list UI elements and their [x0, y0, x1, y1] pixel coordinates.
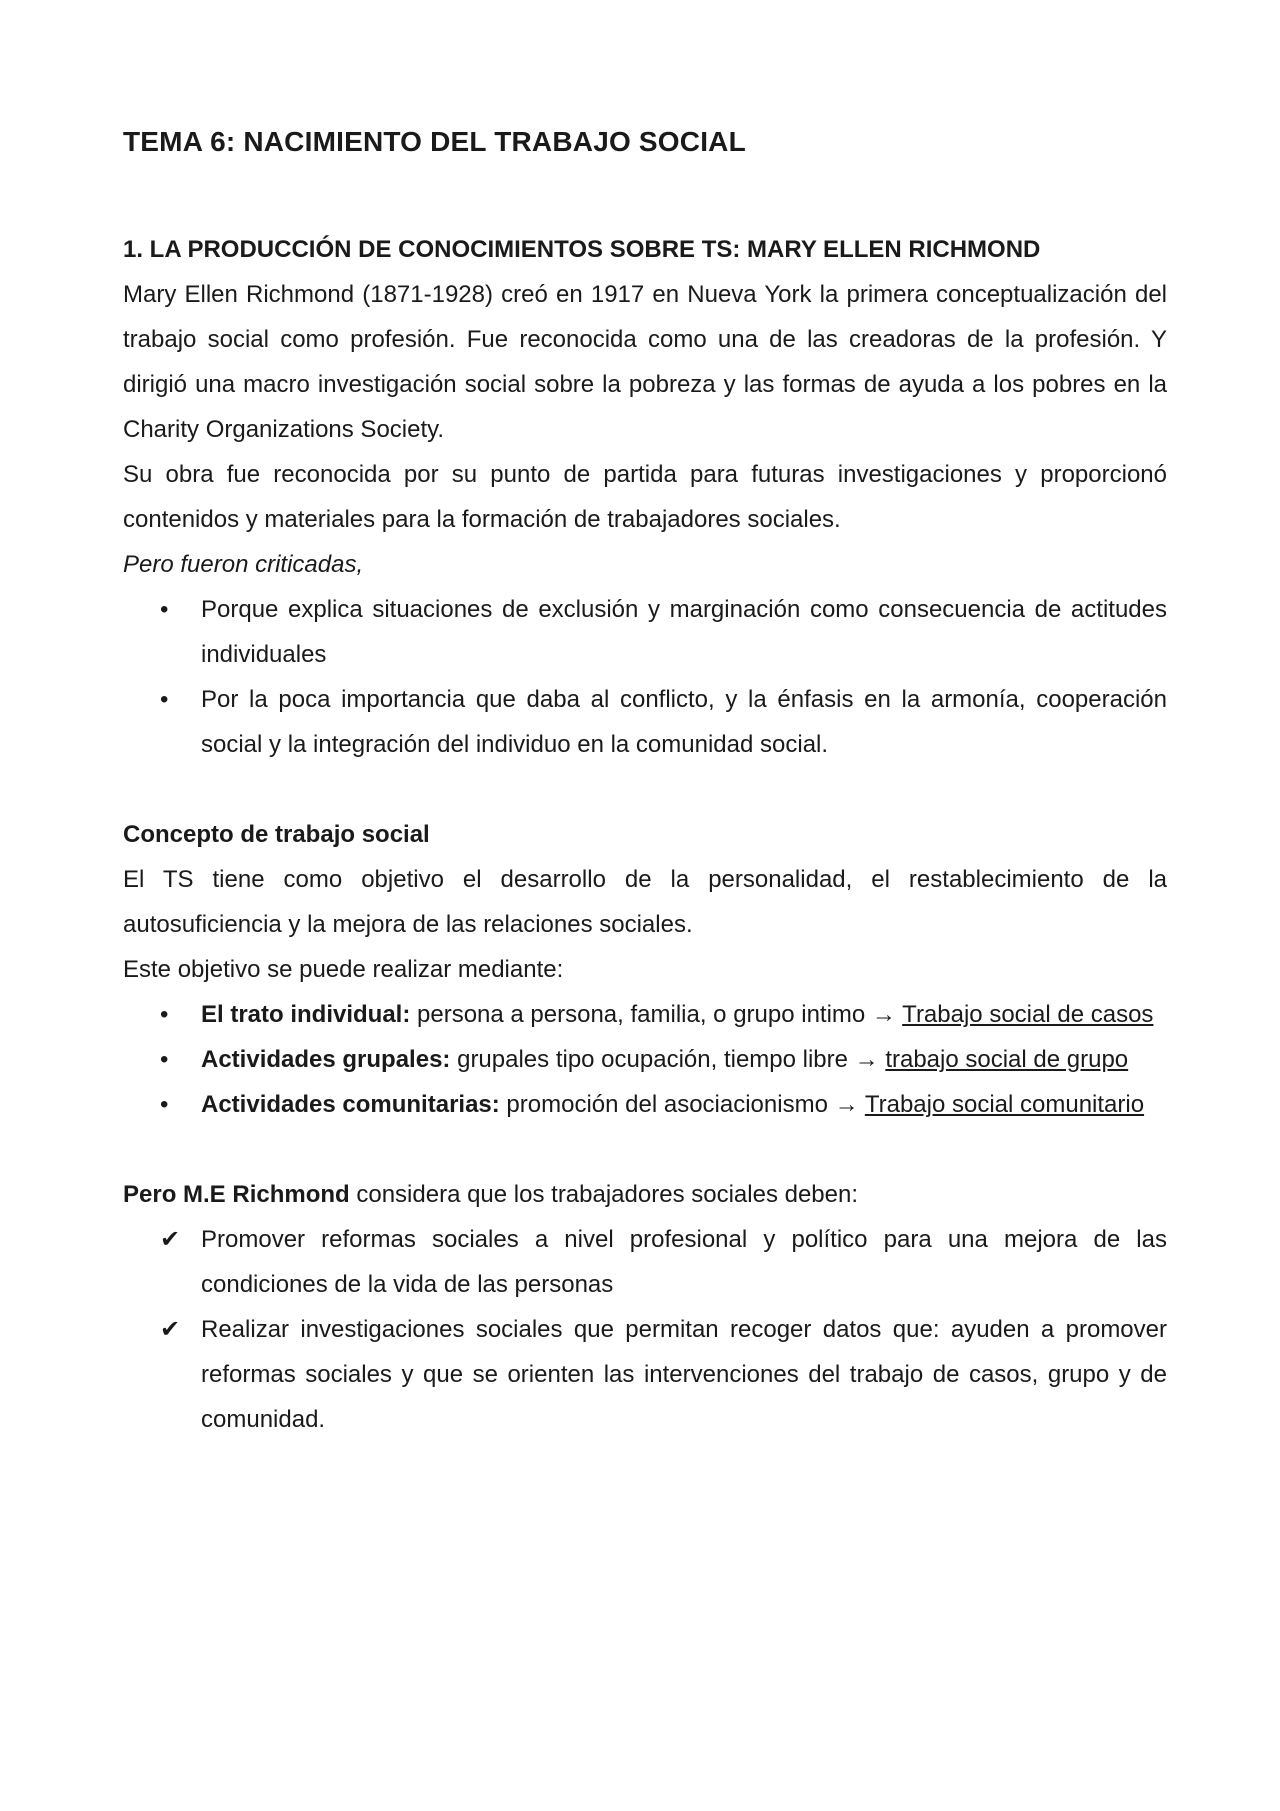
paragraph-richmond-duties [123, 1172, 1167, 1217]
document-page [123, 118, 1167, 1442]
spacer [123, 1127, 1167, 1172]
list-item-text: Por la poca importancia que daba al conflicto, y la énfasis en la armonía, cooperación social y la integración del individuo en la comunidad social. [201, 686, 1167, 758]
list-item-text: promoción del asociacionismo → [499, 1091, 865, 1118]
list-item [123, 992, 1167, 1037]
list-item-text: Porque explica situaciones de exclusión y marginación como consecuencia de actitudes individuales [201, 596, 1167, 668]
section-heading-richmond: 1. LA PRODUCCIÓN DE CONOCIMIENTOS SOBRE TS: MARY ELLEN RICHMOND [123, 236, 1041, 263]
list-item [123, 1307, 1167, 1442]
paragraph-richmond-work: Su obra fue reconocida por su punto de partida para futuras investigaciones y proporcionó contenidos y materiales para la formación de trabajadores sociales. [123, 461, 1167, 533]
list-item [123, 587, 1167, 677]
page-title: TEMA 6: NACIMIENTO DEL TRABAJO SOCIAL [123, 126, 746, 157]
list-item-text: Realizar investigaciones sociales que permitan recoger datos que: ayuden a promover reformas sociales y que se orienten las intervenciones del trabajo de casos, grupo y de comunidad. [201, 1316, 1167, 1433]
list-item-label: El trato individual: [201, 1001, 411, 1028]
list-item [123, 1037, 1167, 1082]
list-item-text: persona a persona, familia, o grupo intimo → [410, 1001, 903, 1028]
criticism-list [123, 587, 1167, 767]
list-item [123, 1082, 1167, 1127]
section-heading-concept: Concepto de trabajo social [123, 821, 430, 848]
list-item [123, 677, 1167, 767]
bullet-icon: • [160, 1001, 169, 1028]
criticism-intro: Pero fueron criticadas, [123, 551, 364, 578]
checkmark-icon: ✔ [160, 1226, 181, 1253]
bullet-icon: • [160, 1046, 169, 1073]
bullet-icon: • [160, 1091, 169, 1118]
list-item-link-text: trabajo social de grupo [885, 1046, 1129, 1073]
richmond-name: Pero M.E Richmond [123, 1181, 350, 1208]
duties-intro-text: considera que los trabajadores sociales deben: [349, 1181, 859, 1208]
bullet-icon: • [160, 686, 169, 713]
list-item-label: Actividades grupales: [201, 1046, 451, 1073]
list-item-link-text: Trabajo social comunitario [864, 1091, 1145, 1118]
list-item [123, 1217, 1167, 1307]
methods-list [123, 992, 1167, 1127]
paragraph-concept-objective: El TS tiene como objetivo el desarrollo de la personalidad, el restablecimiento de la autosuficiencia y la mejora de las relaciones sociales. [123, 866, 1167, 938]
checkmark-icon: ✔ [160, 1316, 181, 1343]
paragraph-richmond-intro: Mary Ellen Richmond (1871-1928) creó en 1917 en Nueva York la primera conceptualización del trabajo social como profesión. Fue reconocida como una de las creadoras de la profesión. Y dirigió una macro investigación social sobre la pobreza y las formas de ayuda a los pobres en la Charity Organizations Society. [123, 281, 1167, 443]
duties-list [123, 1217, 1167, 1442]
list-item-text: Promover reformas sociales a nivel profesional y político para una mejora de las condiciones de la vida de las personas [201, 1226, 1167, 1298]
spacer [123, 767, 1167, 812]
list-item-label: Actividades comunitarias: [201, 1091, 500, 1118]
bullet-icon: • [160, 596, 169, 623]
list-item-text: grupales tipo ocupación, tiempo libre → [450, 1046, 886, 1073]
list-item-link-text: Trabajo social de casos [902, 1001, 1154, 1028]
paragraph-concept-means: Este objetivo se puede realizar mediante: [123, 956, 564, 983]
